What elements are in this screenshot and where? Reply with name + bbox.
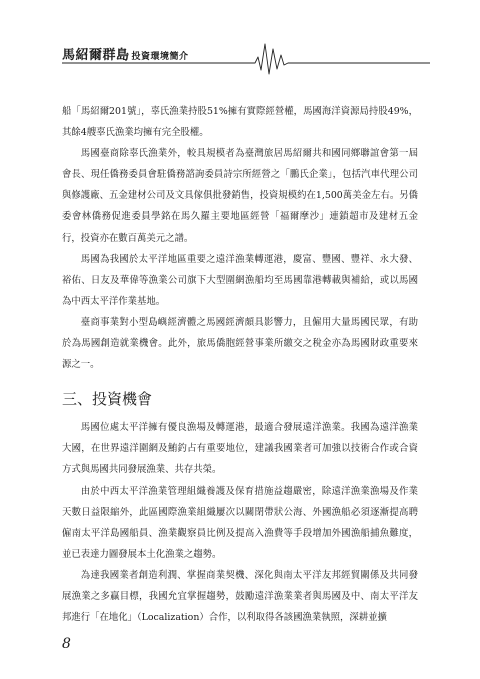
page-number: 8 bbox=[62, 636, 71, 652]
paragraph: 船「馬紹爾201號」，辜氏漁業持股51%擁有實際經營權，馬國海洋資源局持股49%，其餘4艘辜氏漁業均擁有完全股權。 bbox=[62, 106, 418, 139]
header-title-sub: 投資環境簡介 bbox=[131, 52, 189, 62]
header-title bbox=[62, 44, 189, 63]
running-header bbox=[62, 36, 430, 76]
page-body bbox=[62, 101, 418, 628]
paragraph: 馬國位處太平洋擁有優良漁場及轉運港，最適合發展遠洋漁業。我國為遠洋漁業大國，在世界遠洋圍網及鮪釣占有重要地位，建議我國業者可加強以技術合作或合資方式與馬國共同發展漁業、共存共榮。 bbox=[62, 422, 418, 476]
paragraph: 由於中西太平洋漁業管理組織養護及保育措施益趨嚴密，除遠洋漁業漁場及作業天數日益限縮外，此區國際漁業組織屢次以關閉帶狀公海、外國漁船必須逐漸提高聘僱南太平洋島國船員、漁業觀察員比例及提高入漁費等手段增加外國漁船捕魚難度，並已表達力圖發展本土化漁業之趨勢。 bbox=[62, 485, 418, 560]
paragraph: 馬國臺商除辜氏漁業外，較具規模者為臺灣旅居馬紹爾共和國同鄉聯誼會第一屆會長、現任僑務委員會駐僑務諮詢委員詩宗所經營之「鵬氏企業」，包括汽車代理公司與修護廠、五金建材公司及文具傢俱批發銷售，投資規模約在1,500萬美金左右。另僑委會林僑務促進委員學銘在馬久羅主要地區經營「福爾摩沙」連鎖超市及建材五金行，投資亦在數百萬美元之譜。 bbox=[62, 148, 418, 244]
section-heading: 三、投資機會 bbox=[62, 390, 153, 409]
header-pulse-wave bbox=[250, 44, 292, 74]
paragraph: 為達我國業者創造利潤、掌握商業契機、深化與南太平洋友邦經貿關係及共同發展漁業之多贏目標，我國允宜掌握趨勢，鼓勵遠洋漁業業者與馬國及中、南太平洋友邦進行「在地化」（Localization）合作，以利取得各該國漁業執照，深耕並擴 bbox=[62, 569, 418, 624]
paragraph: 臺商事業對小型島嶼經濟體之馬國經濟頗具影響力，且僱用大量馬國民眾，有助於為馬國創造就業機會。此外，旅馬僑胞經營事業所繳交之稅金亦為馬國財政重要來源之一。 bbox=[62, 316, 418, 371]
paragraph: 馬國為我國於太平洋地區重要之遠洋漁業轉運港，慶富、豐國、豐祥、永大發、裕佑、日友及華偉等漁業公司旗下大型圍網漁船均至馬國靠港轉載與補給，或以馬國為中西太平洋作業基地。 bbox=[62, 253, 418, 307]
header-title-main: 馬紹爾群島 bbox=[62, 48, 130, 63]
